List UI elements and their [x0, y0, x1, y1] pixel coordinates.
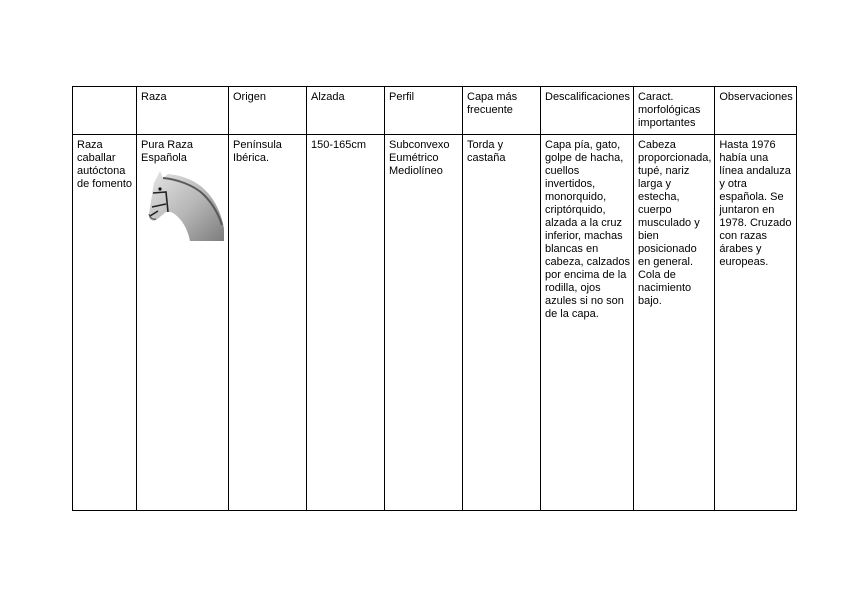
- header-cell: Perfil: [385, 87, 463, 135]
- capa-cell: Torda y castaña: [463, 135, 541, 511]
- category-cell: Raza caballar autóctona de fomento: [73, 135, 137, 511]
- header-cell: Descalificaciones: [541, 87, 634, 135]
- horse-head-image: [144, 171, 224, 241]
- breed-table: [72, 86, 797, 511]
- alzada-cell: 150-165cm: [307, 135, 385, 511]
- table-row: [73, 135, 797, 511]
- raza-cell: [137, 135, 229, 511]
- header-row: [73, 87, 797, 135]
- origen-cell: Península Ibérica.: [229, 135, 307, 511]
- header-cell: Origen: [229, 87, 307, 135]
- header-cell: Observaciones: [715, 87, 796, 135]
- observaciones-cell: Hasta 1976 había una línea andaluza y otra española. Se juntaron en 1978. Cruzado con razas árabes y europeas.: [715, 135, 796, 511]
- header-cell: Alzada: [307, 87, 385, 135]
- header-cell: Capa más frecuente: [463, 87, 541, 135]
- descalificaciones-cell: Capa pía, gato, golpe de hacha, cuellos invertidos, monorquido, criptórquido, alzada a la cruz inferior, machas blancas en cabeza, calzados por encima de la rodilla, ojos azules si no son de la capa.: [541, 135, 634, 511]
- header-cell: Caract. morfológicas importantes: [633, 87, 714, 135]
- header-cell: Raza: [137, 87, 229, 135]
- raza-label: Pura Raza Española: [141, 139, 193, 164]
- header-cell: [73, 87, 137, 135]
- perfil-cell: Subconvexo Eumétrico Mediolíneo: [385, 135, 463, 511]
- caracteristicas-cell: Cabeza proporcionada, tupé, nariz larga y estecha, cuerpo musculado y bien posicionado en general. Cola de nacimiento bajo.: [633, 135, 714, 511]
